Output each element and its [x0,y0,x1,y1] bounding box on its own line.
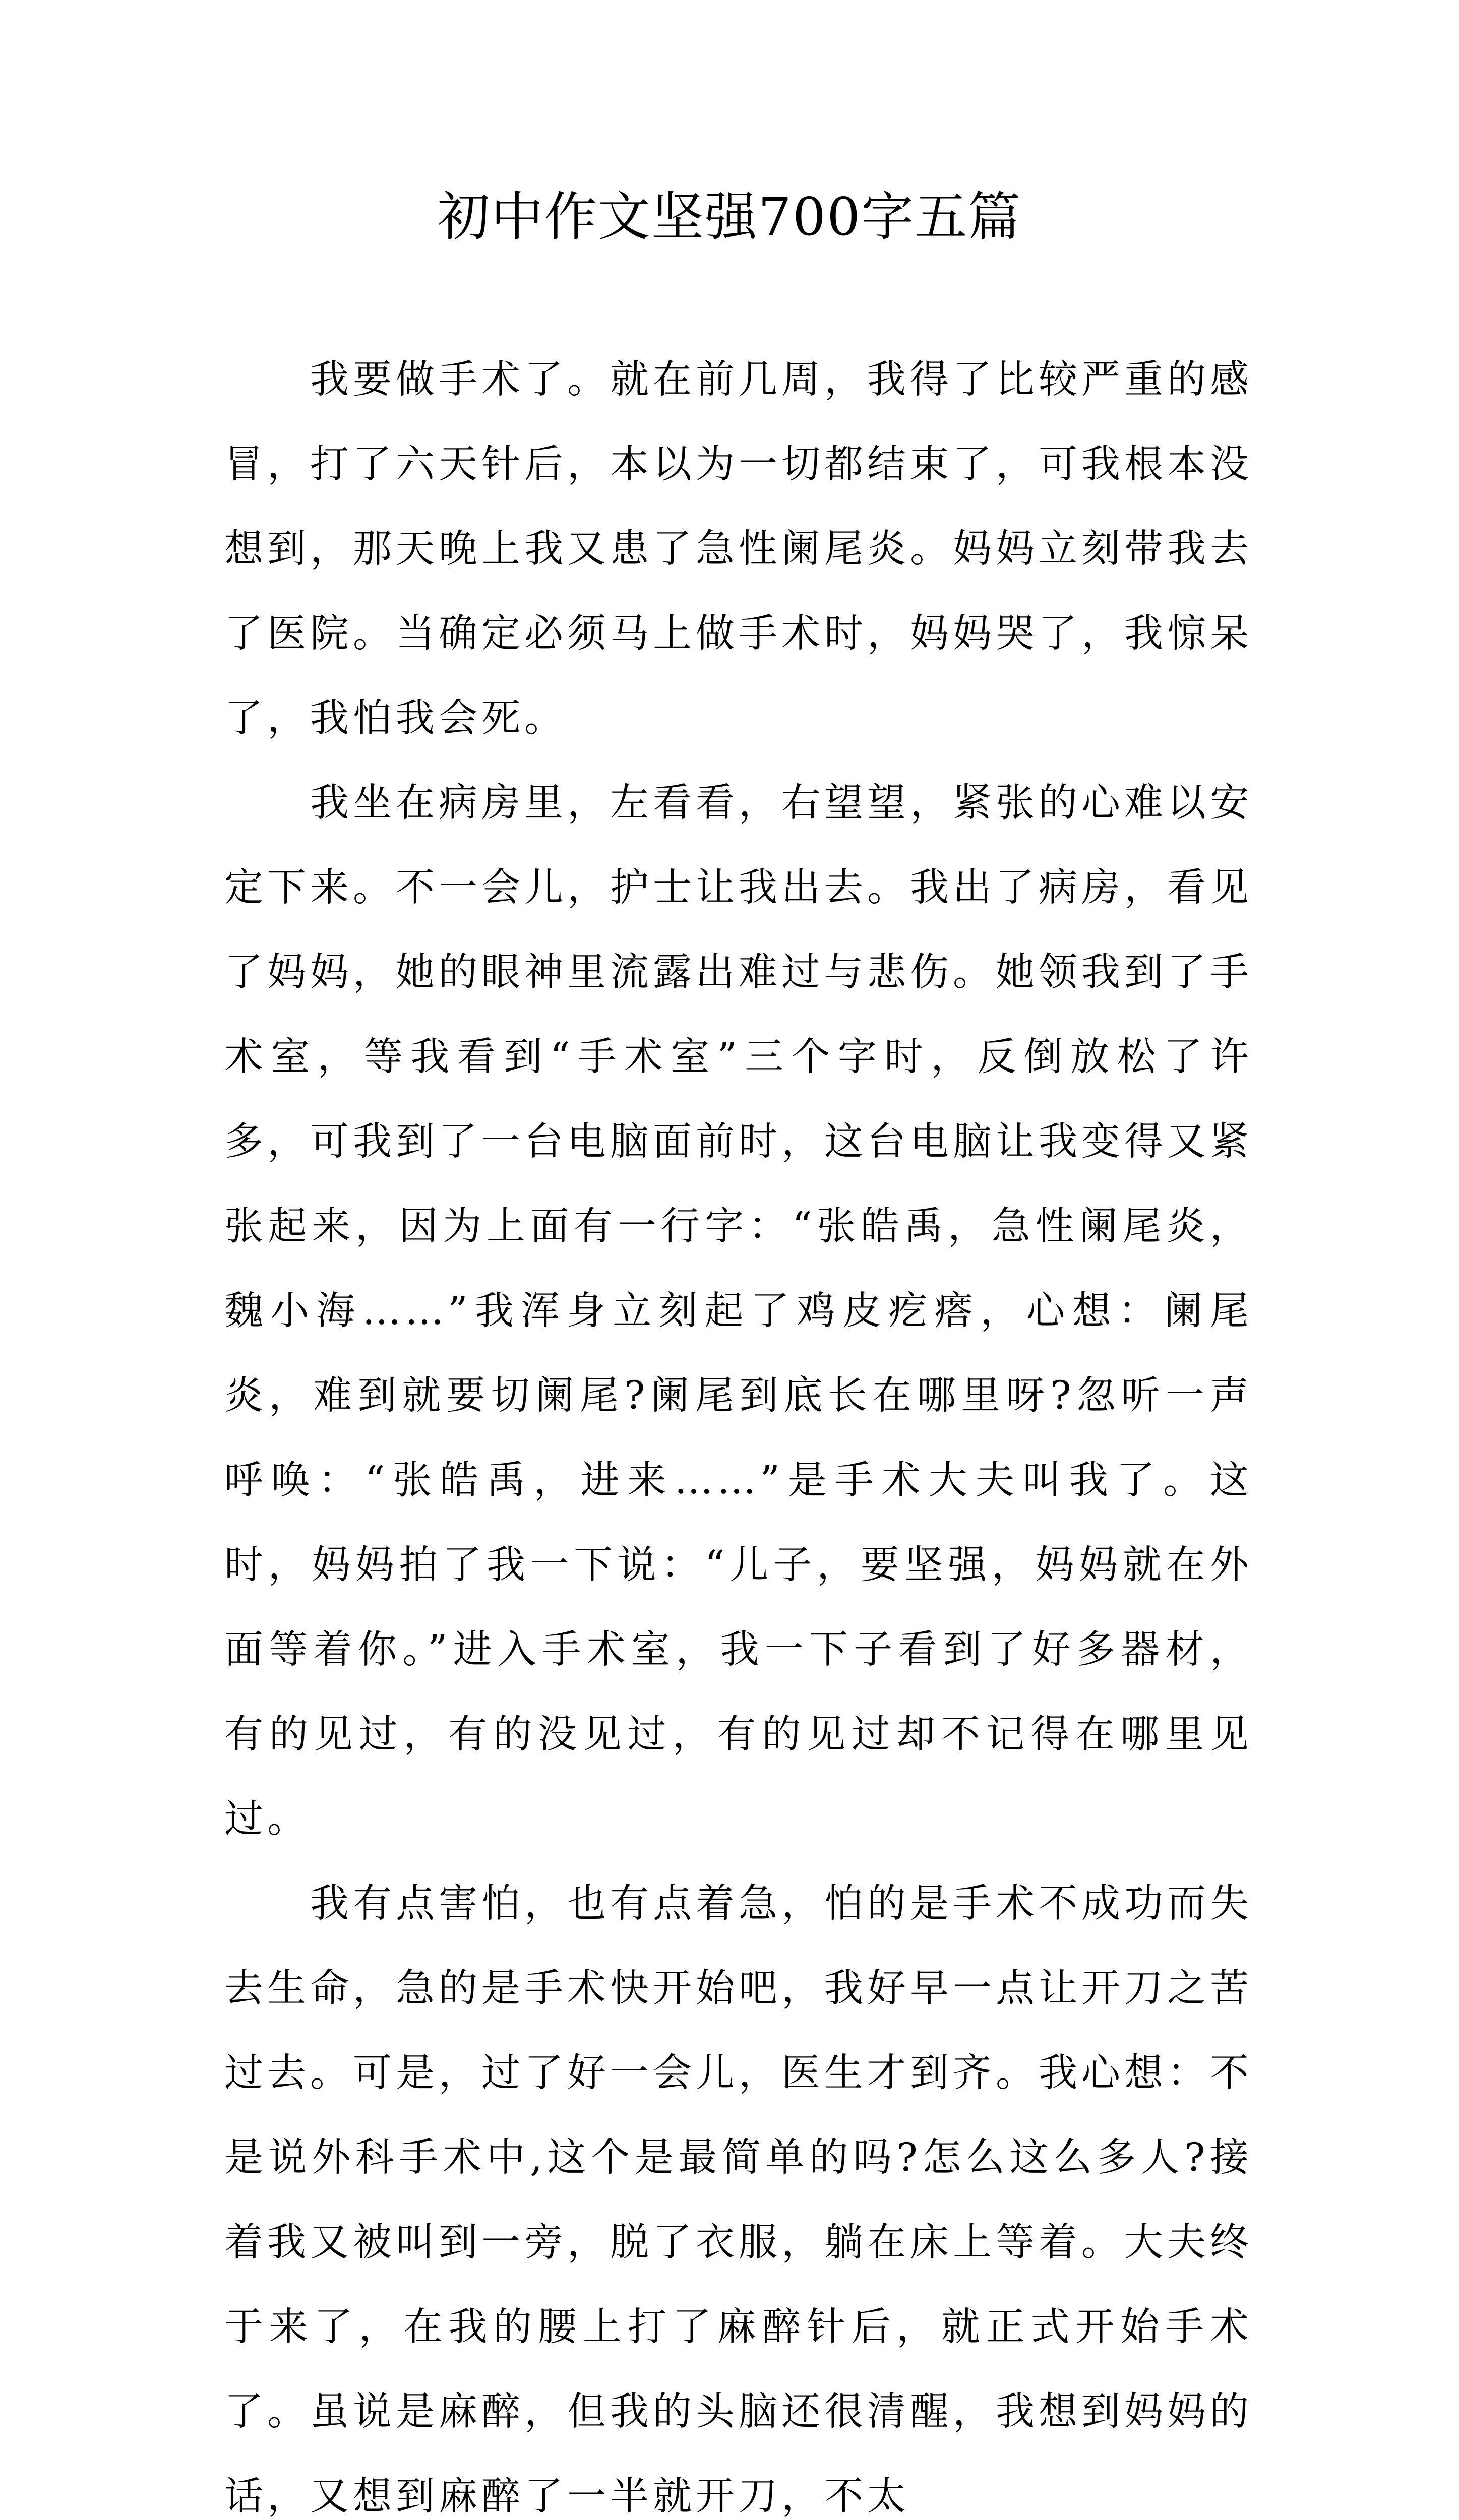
document-body [224,338,1253,2520]
paragraph: 我坐在病房里，左看看，右望望，紧张的心难以安定下来。不一会儿，护士让我出去。我出了病房，看见了妈妈，她的眼神里流露出难过与悲伤。她领我到了手术室，等我看到“手术室”三个字时，反倒放松了许多，可我到了一台电脑面前时，这台电脑让我变得又紧张起来，因为上面有一行字：“张皓禹，急性阑尾炎，魏小海……”我浑身立刻起了鸡皮疙瘩，心想：阑尾炎，难到就要切阑尾?阑尾到底长在哪里呀?忽听一声呼唤：“张皓禹，进来……”是手术大夫叫我了。这时，妈妈拍了我一下说：“儿子，要坚强，妈妈就在外面等着你。”进入手术室，我一下子看到了好多器材，有的见过，有的没见过，有的见过却不记得在哪里见过。 [224,781,1253,1842]
document-title: 初中作文坚强700字五篇 [437,186,1022,247]
paragraph: 我要做手术了。就在前几周，我得了比较严重的感冒，打了六天针后，本以为一切都结束了，可我根本没想到，那天晚上我又患了急性阑尾炎。妈妈立刻带我去了医院。当确定必须马上做手术时，妈妈哭了，我惊呆了，我怕我会死。 [224,357,1253,741]
paragraph: 我有点害怕，也有点着急，怕的是手术不成功而失去生命，急的是手术快开始吧，我好早一点让开刀之苦过去。可是，过了好一会儿，医生才到齐。我心想：不是说外科手术中,这个是最简单的吗?怎么这么多人?接着我又被叫到一旁，脱了衣服，躺在床上等着。大夫终于来了，在我的腰上打了麻醉针后，就正式开始手术了。虽说是麻醉，但我的头脑还很清醒，我想到妈妈的话，又想到麻醉了一半就开刀，不太 [224,1881,1253,2519]
